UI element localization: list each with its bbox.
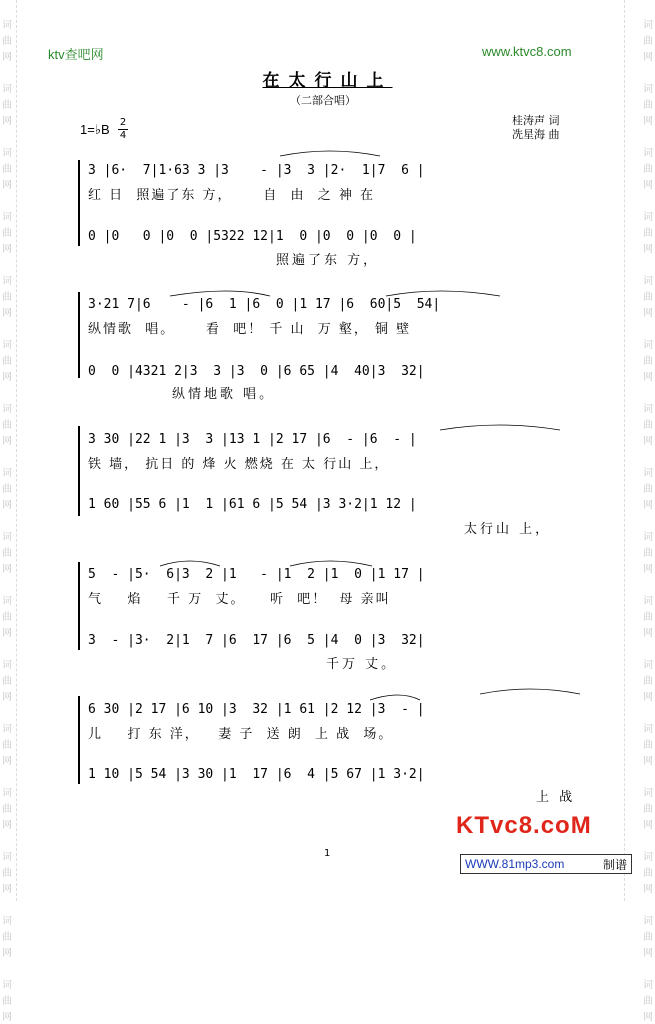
watermark-char: 网	[643, 52, 653, 63]
watermark-char: 词	[643, 532, 653, 543]
watermark-char: 曲	[2, 356, 12, 367]
watermark-char: 词	[643, 852, 653, 863]
watermark-char: 曲	[2, 996, 12, 1007]
watermark-char: 网	[2, 1012, 12, 1023]
lower-voice-notes: 1 10 |5 54 |3 30 |1 17 |6 4 |5 67 |1 3·2|	[88, 767, 425, 782]
watermark-char: 网	[2, 756, 12, 767]
watermark-char: 网	[2, 52, 12, 63]
watermark-char: 曲	[2, 548, 12, 559]
watermark-char: 网	[2, 180, 12, 191]
watermark-char: 网	[643, 820, 653, 831]
watermark-char: 词	[643, 212, 653, 223]
watermark-char: 词	[2, 916, 12, 927]
watermark-char: 曲	[2, 484, 12, 495]
watermark-char: 曲	[643, 612, 653, 623]
watermark-char: 词	[2, 84, 12, 95]
watermark-char: 网	[643, 180, 653, 191]
watermark-char: 词	[643, 20, 653, 31]
watermark-char: 网	[643, 116, 653, 127]
watermark-char: 曲	[643, 420, 653, 431]
lower-voice-notes: 0 0 |4321 2|3 3 |3 0 |6 65 |4 40|3 32|	[88, 364, 425, 379]
upper-voice-lyrics: 铁 墙， 抗日 的 烽 火 燃烧 在 太 行山 上，	[88, 457, 390, 472]
upper-voice-notes: 5 - |5· 6|3 2 |1 - |1 2 |1 0 |1 17 |	[88, 567, 425, 582]
composer-credit: 冼星海 曲	[512, 128, 560, 141]
watermark-char: 网	[2, 948, 12, 959]
watermark-char: 网	[643, 372, 653, 383]
watermark-char: 曲	[2, 740, 12, 751]
watermark-char: 曲	[643, 868, 653, 879]
site-logo[interactable]	[456, 812, 592, 840]
watermark-char: 曲	[2, 100, 12, 111]
watermark-char: 网	[2, 820, 12, 831]
watermark-char: 网	[2, 692, 12, 703]
watermark-char: 曲	[2, 164, 12, 175]
watermark-char: 词	[643, 980, 653, 991]
watermark-char: 词	[643, 596, 653, 607]
watermark-char: 曲	[643, 484, 653, 495]
upper-voice-notes: 6 30 |2 17 |6 10 |3 32 |1 61 |2 12 |3 - |	[88, 702, 425, 717]
watermark-char: 词	[2, 980, 12, 991]
watermark-char: 曲	[643, 548, 653, 559]
upper-voice-notes: 3 30 |22 1 |3 3 |13 1 |2 17 |6 - |6 - |	[88, 432, 417, 447]
watermark-char: 曲	[2, 612, 12, 623]
watermark-char: 词	[643, 724, 653, 735]
upper-voice-lyrics: 纵情歌 唱。 看 吧！ 千 山 万 壑， 铜 壁	[88, 322, 412, 337]
watermark-char: 词	[2, 276, 12, 287]
watermark-char: 曲	[643, 356, 653, 367]
watermark-char: 网	[2, 436, 12, 447]
watermark-char: 网	[643, 1012, 653, 1023]
watermark-char: 词	[2, 20, 12, 31]
lower-voice-lyrics: 太行山 上，	[464, 522, 552, 537]
watermark-char: 词	[643, 340, 653, 351]
watermark-char: 网	[643, 884, 653, 895]
page-number: 1	[324, 848, 331, 859]
watermark-char: 网	[643, 564, 653, 575]
lower-voice-lyrics: 照遍了东 方，	[276, 253, 380, 268]
watermark-char: 网	[2, 628, 12, 639]
header-site-url[interactable]: www.ktvc8.com	[482, 44, 572, 59]
lower-voice-notes: 0 |0 0 |0 0 |5322 12|1 0 |0 0 |0 0 |	[88, 229, 417, 244]
upper-voice-lyrics: 儿 打 东 洋， 妻 子 送 朗 上 战 场。	[88, 727, 394, 742]
watermark-char: 曲	[2, 676, 12, 687]
watermark-char: 网	[2, 884, 12, 895]
watermark-char: 曲	[643, 932, 653, 943]
lower-voice-notes: 1 60 |55 6 |1 1 |61 6 |5 54 |3 3·2|1 12 |	[88, 497, 417, 512]
watermark-char: 曲	[2, 36, 12, 47]
watermark-char: 网	[643, 308, 653, 319]
logo-text: KTvc8.coM	[456, 812, 592, 839]
watermark-char: 词	[2, 660, 12, 671]
watermark-char: 网	[2, 308, 12, 319]
lower-voice-notes: 3 - |3· 2|1 7 |6 17 |6 5 |4 0 |3 32|	[88, 633, 425, 648]
time-signature-top: 2	[119, 117, 127, 128]
site-badge-label: 制谱	[602, 858, 627, 872]
watermark-char: 网	[2, 116, 12, 127]
time-signature-bottom: 4	[119, 130, 127, 141]
watermark-char: 曲	[2, 868, 12, 879]
watermark-char: 网	[2, 500, 12, 511]
watermark-char: 曲	[643, 292, 653, 303]
upper-voice-lyrics: 气 焰 千 万 丈。 听 吧！ 母 亲叫	[88, 592, 391, 607]
watermark-char: 曲	[643, 676, 653, 687]
watermark-char: 词	[2, 212, 12, 223]
watermark-char: 词	[643, 788, 653, 799]
watermark-char: 网	[2, 244, 12, 255]
site-badge[interactable]	[460, 854, 632, 874]
lower-voice-lyrics: 上 战	[536, 790, 576, 805]
watermark-char: 词	[643, 148, 653, 159]
watermark-char: 网	[643, 756, 653, 767]
watermark-char: 网	[2, 372, 12, 383]
watermark-char: 曲	[2, 420, 12, 431]
watermark-char: 曲	[2, 228, 12, 239]
watermark-char: 曲	[2, 804, 12, 815]
watermark-char: 网	[643, 692, 653, 703]
lower-voice-lyrics: 千万 丈。	[326, 657, 398, 672]
watermark-char: 曲	[2, 292, 12, 303]
watermark-char: 网	[643, 436, 653, 447]
key-signature: 1=♭B	[80, 122, 110, 137]
watermark-char: 词	[643, 404, 653, 415]
watermark-char: 网	[2, 564, 12, 575]
watermark-char: 网	[643, 500, 653, 511]
watermark-char: 曲	[643, 740, 653, 751]
watermark-char: 词	[2, 852, 12, 863]
watermark-char: 曲	[643, 100, 653, 111]
watermark-char: 词	[2, 532, 12, 543]
watermark-char: 网	[643, 948, 653, 959]
lower-voice-lyrics: 纵情地歌 唱。	[172, 387, 276, 402]
watermark-char: 曲	[643, 228, 653, 239]
upper-voice-notes: 3 |6· 7|1·63 3 |3 - |3 3 |2· 1|7 6 |	[88, 163, 425, 178]
site-badge-url: WWW.81mp3.com	[465, 857, 565, 871]
watermark-char: 词	[2, 788, 12, 799]
song-subtitle: （二部合唱）	[290, 94, 356, 107]
watermark-char: 曲	[643, 164, 653, 175]
watermark-char: 词	[643, 84, 653, 95]
watermark-char: 词	[643, 660, 653, 671]
watermark-char: 词	[643, 276, 653, 287]
watermark-char: 词	[643, 468, 653, 479]
watermark-char: 词	[2, 724, 12, 735]
lyricist-credit: 桂涛声 词	[512, 114, 560, 127]
watermark-char: 词	[2, 340, 12, 351]
watermark-char: 网	[643, 628, 653, 639]
header-site-name[interactable]: ktv查吧网	[48, 47, 104, 62]
watermark-char: 词	[2, 596, 12, 607]
watermark-char: 词	[2, 468, 12, 479]
watermark-char: 曲	[2, 932, 12, 943]
watermark-char: 曲	[643, 996, 653, 1007]
watermark-char: 网	[643, 244, 653, 255]
watermark-char: 词	[643, 916, 653, 927]
upper-voice-lyrics: 红 日 照遍了东 方， 自 由 之 神 在	[88, 188, 375, 203]
watermark-char: 曲	[643, 804, 653, 815]
watermark-char: 词	[2, 148, 12, 159]
watermark-char: 词	[2, 404, 12, 415]
song-title: 在太行山上	[262, 71, 393, 91]
upper-voice-notes: 3·21 7|6 - |6 1 |6 0 |1 17 |6 60|5 54|	[88, 297, 441, 312]
watermark-char: 曲	[643, 36, 653, 47]
